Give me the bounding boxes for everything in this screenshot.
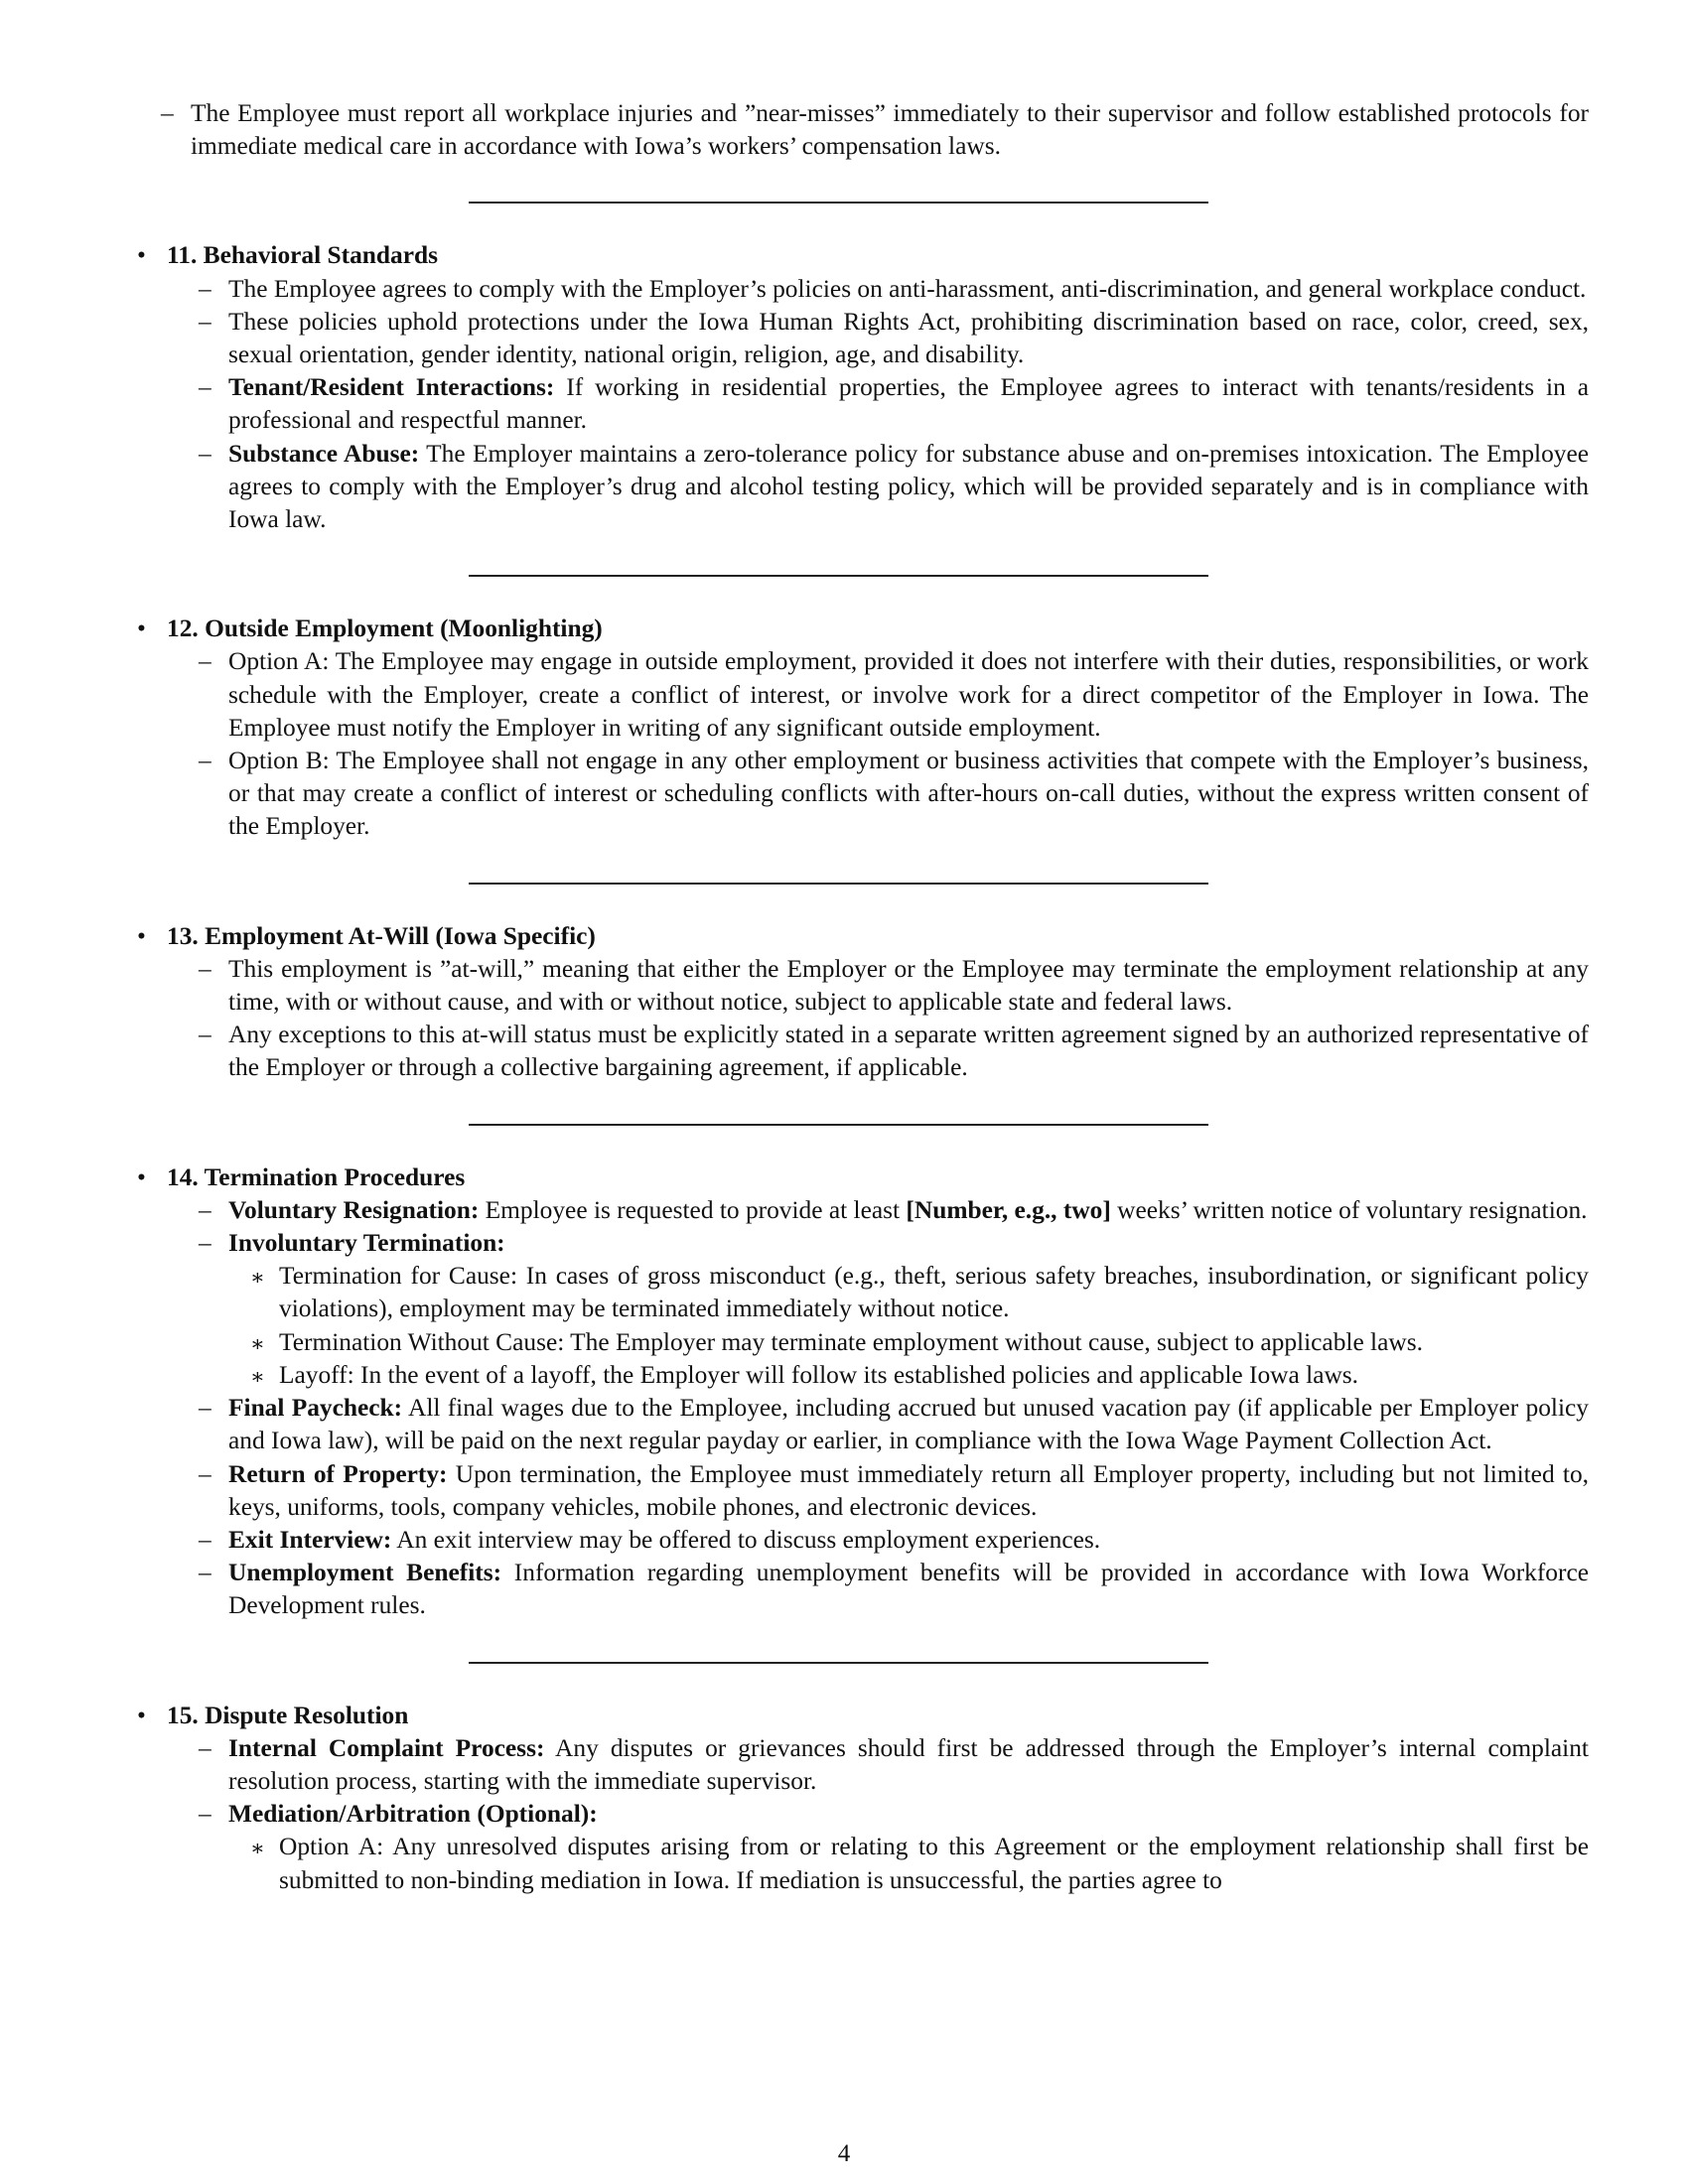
section-title: 13. Employment At-Will (Iowa Specific) [167,921,596,950]
dash-marker: – [199,1800,211,1829]
sub-list-item [129,1359,1589,1392]
list-item [129,1019,1589,1084]
list-item [129,306,1589,371]
list-item-text: An exit interview may be offered to discuss employment experiences. [396,1525,1101,1554]
dash-marker: – [199,1525,211,1554]
list-item-label: Tenant/Resident Interactions: [228,373,555,402]
list-item [129,371,1589,437]
bullet-marker: • [137,241,146,270]
list-item-text: Upon termination, the Employee must immediately return all Employer property, including but not limited to, keys, uniforms, tools, company vehicles, mobile phones, and electronic devices. [228,1459,1589,1521]
dash-marker: – [199,1459,211,1488]
section-divider [469,1124,1208,1126]
dash-marker: – [199,1229,211,1258]
dash-marker: – [199,439,211,468]
section-14 [129,1161,1589,1623]
dash-marker: – [199,274,211,303]
list-item-label: Voluntary Resignation: [228,1195,480,1224]
list-item-text: Information regarding unemployment benefits will be provided in accordance with Iowa Workforce Development rules. [228,1559,1589,1620]
list-item-text: weeks’ written notice of voluntary resignation. [1110,1195,1588,1224]
list-item-text: Any disputes or grievances should first be addressed through the Employer’s internal complaint resolution process, starting with the immediate supervisor. [228,1733,1589,1795]
list-item [129,1798,1589,1831]
dash-marker: – [199,373,211,402]
list-item-text: If working in residential properties, the Employee agrees to interact with tenants/residents in a professional and respectful manner. [228,373,1589,435]
list-item [129,1524,1589,1557]
sub-list-item-text: Option A: Any unresolved disputes arising from or relating to this Agreement or the employment relationship shall first be submitted to non-binding mediation in Iowa. If mediation is unsuccessful, the parties agree to [279,1833,1589,1894]
bullet-marker: • [137,1701,146,1729]
sub-list-item [129,1831,1589,1896]
section-13 [129,920,1589,1085]
section-divider [469,202,1208,204]
bullet-marker: • [137,1162,146,1191]
section-divider [469,575,1208,577]
dash-marker: – [161,99,174,127]
list-item [129,1458,1589,1524]
sub-list-item-text: Layoff: In the event of a layoff, the Employer will follow its established policies and applicable Iowa laws. [279,1360,1359,1389]
sub-list-item [129,1326,1589,1359]
dash-marker: – [199,747,211,775]
section-11 [129,239,1589,536]
section-divider [469,883,1208,885]
list-item-text: Any exceptions to this at-will status must be explicitly stated in a separate written agreement signed by an authorized representative of the Employer or through a collective bargaining agreement, if applicable. [228,1021,1589,1082]
list-item [129,438,1589,537]
bullet-marker: • [137,614,146,643]
dash-marker: – [199,1733,211,1762]
list-item-text: These policies uphold protections under the Iowa Human Rights Act, prohibiting discrimination based on race, color, creed, sex, sexual orientation, gender identity, national origin, religion, age, and disability. [228,307,1589,369]
sub-list-item [129,1260,1589,1325]
list-item-text: All final wages due to the Employee, including accrued but unused vacation pay (if applicable per Employer policy and Iowa law), will be paid on the next regular payday or earlier, in compliance with the Iowa Wage Payment Collection Act. [228,1394,1589,1455]
list-item-label: Substance Abuse: [228,439,420,468]
list-item [129,1732,1589,1798]
list-item-text: The Employee agrees to comply with the Employer’s policies on anti-harassment, anti-discrimination, and general workplace conduct. [228,274,1587,303]
star-marker: ∗ [250,1363,265,1389]
section-12 [129,613,1589,843]
placeholder-field: [Number, e.g., two] [906,1195,1111,1224]
dash-marker: – [199,1394,211,1423]
section-title: 14. Termination Procedures [167,1162,466,1191]
list-item-text: Option A: The Employee may engage in outside employment, provided it does not interfere with their duties, responsibilities, or work schedule with the Employer, create a conflict of interest, or involve work for a direct competitor of the Employer in Iowa. The Employee must notify the Employer in writing of any significant outside employment. [228,647,1589,742]
star-marker: ∗ [250,1265,265,1291]
dash-marker: – [199,647,211,676]
sub-list-item-text: Termination for Cause: In cases of gross misconduct (e.g., theft, serious safety breaches, insubordination, or significant policy violations), employment may be terminated immediately without notice. [279,1262,1589,1323]
list-item-text: Option B: The Employee shall not engage in any other employment or business activities that compete with the Employer’s business, or that may create a conflict of interest or scheduling conflicts with after-hours on-call duties, without the express written consent of the Employer. [228,747,1589,841]
section-title: 11. Behavioral Standards [167,241,438,270]
intro-list-item [91,97,1589,163]
page-number: 4 [837,2140,851,2167]
section-title: 12. Outside Employment (Moonlighting) [167,614,603,643]
dash-marker: – [199,1559,211,1587]
list-item [129,1392,1589,1457]
dash-marker: – [199,954,211,983]
page-content [129,97,1589,1897]
section-divider [469,1662,1208,1664]
sub-list-item-text: Termination Without Cause: The Employer may terminate employment without cause, subject to applicable laws. [279,1327,1423,1356]
list-item-text: This employment is ”at-will,” meaning that either the Employer or the Employee may terminate the employment relationship at any time, with or without cause, and with or without notice, subject to applicable state and federal laws. [228,954,1589,1017]
list-item-label: Internal Complaint Process: [228,1733,545,1762]
list-item [129,745,1589,844]
list-item-label: Return of Property: [228,1459,448,1488]
bullet-marker: • [137,921,146,950]
star-marker: ∗ [250,1330,265,1356]
list-item [129,953,1589,1019]
list-item-label: Unemployment Benefits: [228,1559,502,1587]
section-title: 15. Dispute Resolution [167,1701,409,1729]
list-item-text: Employee is requested to provide at least [485,1195,907,1224]
dash-marker: – [199,1021,211,1049]
list-item [129,1227,1589,1260]
list-item-label: Mediation/Arbitration (Optional): [228,1800,598,1829]
list-item [129,1557,1589,1622]
list-item-label: Exit Interview: [228,1525,392,1554]
dash-marker: – [199,1195,211,1224]
list-item-text: The Employer maintains a zero-tolerance policy for substance abuse and on-premises intoxication. The Employee agrees to comply with the Employer’s drug and alcohol testing policy, which will be provided separately and is in compliance with Iowa law. [228,439,1590,534]
star-marker: ∗ [250,1836,265,1861]
list-item-label: Final Paycheck: [228,1394,403,1423]
list-item [129,273,1589,306]
list-item [129,645,1589,745]
list-item-label: Involuntary Termination: [228,1229,505,1258]
intro-item-text: The Employee must report all workplace injuries and ”near-misses” immediately to their supervisor and follow established protocols for immediate medical care in accordance with Iowa’s workers’ compensation laws. [191,99,1589,161]
section-15 [129,1700,1589,1897]
dash-marker: – [199,307,211,336]
list-item [129,1194,1589,1227]
